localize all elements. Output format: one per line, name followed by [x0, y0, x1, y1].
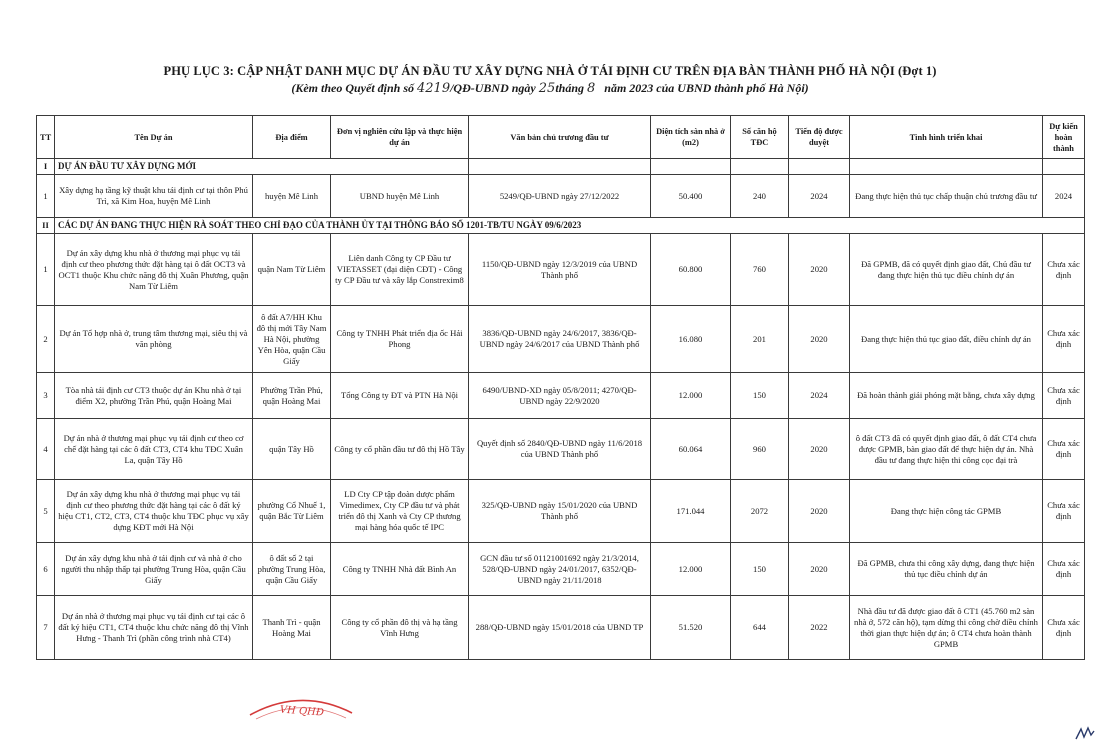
decision-number: 4219: [417, 81, 451, 96]
row-location: Thanh Trì - quận Hoàng Mai: [253, 596, 331, 660]
col-units: Số căn hộ TĐC: [731, 116, 789, 159]
row-schedule: 2024: [789, 373, 850, 419]
col-area: Diện tích sàn nhà ở (m2): [651, 116, 731, 159]
row-tt: 7: [37, 596, 55, 660]
table-row: [37, 306, 1085, 373]
row-unit: Công ty TNHH Phát triển địa ốc Hải Phong: [331, 306, 469, 373]
col-unit: Đơn vị nghiên cứu lập và thực hiện dự án: [331, 116, 469, 159]
row-status: Nhà đầu tư đã được giao đất ô CT1 (45.760 m2 sàn nhà ở, 572 căn hộ), tạm dừng thi công chờ điều chỉnh thời gian thực hiện dự án; ô CT4 chưa hoàn thành GPMB: [850, 596, 1043, 660]
section-row-new: [37, 159, 1085, 175]
row-completion: Chưa xác định: [1043, 596, 1085, 660]
table-row: [37, 175, 1085, 218]
row-status: Đang thực hiện thủ tục chấp thuận chủ trương đầu tư: [850, 175, 1043, 218]
row-completion: Chưa xác định: [1043, 373, 1085, 419]
section-roman: II: [37, 218, 55, 234]
table-row: [37, 480, 1085, 543]
row-area: 171.044: [651, 480, 731, 543]
row-location: huyện Mê Linh: [253, 175, 331, 218]
col-completion: Dự kiến hoàn thành: [1043, 116, 1085, 159]
row-tt: 3: [37, 373, 55, 419]
row-area: 60.064: [651, 419, 731, 480]
row-units: 644: [731, 596, 789, 660]
row-schedule: 2022: [789, 596, 850, 660]
svg-text:VH QHĐ: VH QHĐ: [279, 704, 325, 719]
red-seal-stamp-icon: [246, 693, 356, 723]
row-unit: UBND huyện Mê Linh: [331, 175, 469, 218]
row-status: Đã GPMB, chưa thi công xây dựng, đang thực hiện thủ tục điều chỉnh dự án: [850, 543, 1043, 596]
col-status: Tình hình triển khai: [850, 116, 1043, 159]
row-name: Dự án nhà ở thương mại phục vụ tái định cư tại các ô đất ký hiệu CT1, CT4 thuộc khu chức năng đô thị Vĩnh Hưng - Thanh Trì (phần công trình nhà CT4): [55, 596, 253, 660]
row-tt: 5: [37, 480, 55, 543]
row-unit: Công ty TNHH Nhà đất Bình An: [331, 543, 469, 596]
row-completion: Chưa xác định: [1043, 543, 1085, 596]
row-document: 288/QĐ-UBND ngày 15/01/2018 của UBND TP: [469, 596, 651, 660]
row-unit: Liên danh Công ty CP Đầu tư VIETASSET (đại diện CĐT) - Công ty CP Đầu tư và xây lắp Constrexim8: [331, 234, 469, 306]
row-status: ô đất CT3 đã có quyết định giao đất, ô đất CT4 chưa được GPMB, bàn giao đất để thực hiện dự án. Nhà đầu tư đang thực hiện thi công cọc đại trà: [850, 419, 1043, 480]
row-unit: Công ty cổ phần đô thị và hạ tầng Vĩnh Hưng: [331, 596, 469, 660]
row-document: 1150/QĐ-UBND ngày 12/3/2019 của UBND Thành phố: [469, 234, 651, 306]
row-name: Dự án xây dựng khu nhà ở thương mại phục vụ tái định cư theo phương thức đặt hàng tại ô đất OCT3 và OCT1 thuộc Khu chức năng đô thị Xuân Phương, quận Nam Từ Liêm: [55, 234, 253, 306]
row-tt: 2: [37, 306, 55, 373]
decision-day: 25: [538, 81, 556, 96]
row-document: 5249/QĐ-UBND ngày 27/12/2022: [469, 175, 651, 218]
row-name: Dự án xây dựng khu nhà ở thương mại phục vụ tái định cư theo phương thức đặt hàng tại các ô đất ký hiệu CT1, CT2, CT3, CT4 thuộc khu TĐC phục vụ xây dựng KĐT mới Hà Nội: [55, 480, 253, 543]
row-tt: 1: [37, 234, 55, 306]
row-schedule: 2020: [789, 234, 850, 306]
row-unit: Công ty cổ phần đầu tư đô thị Hồ Tây: [331, 419, 469, 480]
row-completion: 2024: [1043, 175, 1085, 218]
row-tt: 4: [37, 419, 55, 480]
row-schedule: 2020: [789, 543, 850, 596]
row-name: Tòa nhà tái định cư CT3 thuộc dự án Khu nhà ở tại điểm X2, phường Trần Phú, quận Hoàng Mai: [55, 373, 253, 419]
row-tt: 1: [37, 175, 55, 218]
table-row: [37, 234, 1085, 306]
row-document: Quyết định số 2840/QĐ-UBND ngày 11/6/2018 của UBND Thành phố: [469, 419, 651, 480]
row-schedule: 2020: [789, 419, 850, 480]
table-row: [37, 373, 1085, 419]
row-completion: Chưa xác định: [1043, 234, 1085, 306]
row-completion: Chưa xác định: [1043, 419, 1085, 480]
page-title: PHỤ LỤC 3: CẬP NHẬT DANH MỤC DỰ ÁN ĐẦU TƯ XÂY DỰNG NHÀ Ở TÁI ĐỊNH CƯ TRÊN ĐỊA BÀN THÀNH PHỐ HÀ NỘI (Đợt 1): [163, 64, 937, 78]
row-location: Phường Trần Phú, quận Hoàng Mai: [253, 373, 331, 419]
row-completion: Chưa xác định: [1043, 306, 1085, 373]
row-location: ô đất A7/HH Khu đô thị mới Tây Nam Hà Nội, phường Yên Hòa, quận Cầu Giấy: [253, 306, 331, 373]
table-header-row: [37, 116, 1085, 159]
row-schedule: 2020: [789, 306, 850, 373]
row-status: Đã GPMB, đã có quyết định giao đất, Chủ đầu tư đang thực hiện thủ tục điều chỉnh dự án: [850, 234, 1043, 306]
row-name: Dự án xây dựng khu nhà ở tái định cư và nhà ở cho người thu nhập thấp tại phường Trung Hòa, quận Cầu Giấy: [55, 543, 253, 596]
row-units: 240: [731, 175, 789, 218]
row-document: GCN đầu tư số 01121001692 ngày 21/3/2014, 528/QĐ-UBND ngày 24/01/2017, 6352/QĐ-UBND ngày 21/11/2018: [469, 543, 651, 596]
row-area: 16.080: [651, 306, 731, 373]
row-status: Đã hoàn thành giải phóng mặt bằng, chưa xây dựng: [850, 373, 1043, 419]
row-location: quận Tây Hồ: [253, 419, 331, 480]
signature-mark-icon: [1074, 725, 1096, 741]
row-schedule: 2020: [789, 480, 850, 543]
section-row-review: [37, 218, 1085, 234]
row-name: Dự án nhà ở thương mại phục vụ tái định cư theo cơ chế đặt hàng tại các ô đất CT3, CT4 khu TĐC Xuân La, quận Tây Hồ: [55, 419, 253, 480]
row-units: 760: [731, 234, 789, 306]
subtitle-mid2: tháng: [555, 81, 584, 95]
row-tt: 6: [37, 543, 55, 596]
row-schedule: 2024: [789, 175, 850, 218]
subtitle-prefix: (Kèm theo Quyết định số: [291, 81, 414, 95]
subtitle-mid1: /QĐ-UBND ngày: [450, 81, 536, 95]
row-area: 50.400: [651, 175, 731, 218]
row-area: 12.000: [651, 543, 731, 596]
col-location: Địa điểm: [253, 116, 331, 159]
table-row: [37, 419, 1085, 480]
row-unit: Tổng Công ty ĐT và PTN Hà Nội: [331, 373, 469, 419]
row-area: 51.520: [651, 596, 731, 660]
table-row: [37, 543, 1085, 596]
row-document: 6490/UBND-XD ngày 05/8/2011; 4270/QĐ-UBND ngày 22/9/2020: [469, 373, 651, 419]
row-status: Đang thực hiện công tác GPMB: [850, 480, 1043, 543]
row-units: 960: [731, 419, 789, 480]
col-tt: TT: [37, 116, 55, 159]
subtitle-suffix: năm 2023 của UBND thành phố Hà Nội): [604, 81, 809, 95]
col-document: Văn bản chủ trương đầu tư: [469, 116, 651, 159]
row-units: 2072: [731, 480, 789, 543]
project-table: [36, 115, 1085, 660]
row-area: 12.000: [651, 373, 731, 419]
row-completion: Chưa xác định: [1043, 480, 1085, 543]
row-units: 201: [731, 306, 789, 373]
row-document: 3836/QĐ-UBND ngày 24/6/2017, 3836/QĐ-UBND ngày 24/6/2017 của UBND Thành phố: [469, 306, 651, 373]
row-location: quận Nam Từ Liêm: [253, 234, 331, 306]
row-status: Đang thực hiện thủ tục giao đất, điều chỉnh dự án: [850, 306, 1043, 373]
row-document: 325/QĐ-UBND ngày 15/01/2020 của UBND Thành phố: [469, 480, 651, 543]
section-roman: I: [37, 159, 55, 175]
section-title: CÁC DỰ ÁN ĐANG THỰC HIỆN RÀ SOÁT THEO CHỈ ĐẠO CỦA THÀNH ỦY TẠI THÔNG BÁO SỐ 1201-TB/TU NGÀY 09/6/2023: [55, 218, 1085, 234]
row-units: 150: [731, 543, 789, 596]
row-unit: LD Cty CP tập đoàn dược phẩm Vimedimex, Cty CP đầu tư và phát triển đô thị Xanh và Cty CP thương mại hàng hóa quốc tế IPC: [331, 480, 469, 543]
row-name: Dự án Tổ hợp nhà ở, trung tâm thương mại, siêu thị và văn phòng: [55, 306, 253, 373]
row-location: ô đất số 2 tại phường Trung Hòa, quận Cầu Giấy: [253, 543, 331, 596]
decision-month: 8: [587, 81, 596, 96]
page-subtitle: [0, 81, 1100, 96]
row-name: Xây dựng hạ tầng kỹ thuật khu tái định cư tại thôn Phú Trì, xã Kim Hoa, huyện Mê Linh: [55, 175, 253, 218]
row-units: 150: [731, 373, 789, 419]
col-schedule: Tiến độ được duyệt: [789, 116, 850, 159]
table-row: [37, 596, 1085, 660]
row-location: phường Cổ Nhuế 1, quận Bắc Từ Liêm: [253, 480, 331, 543]
section-title: DỰ ÁN ĐẦU TƯ XÂY DỰNG MỚI: [55, 159, 469, 175]
col-name: Tên Dự án: [55, 116, 253, 159]
row-area: 60.800: [651, 234, 731, 306]
